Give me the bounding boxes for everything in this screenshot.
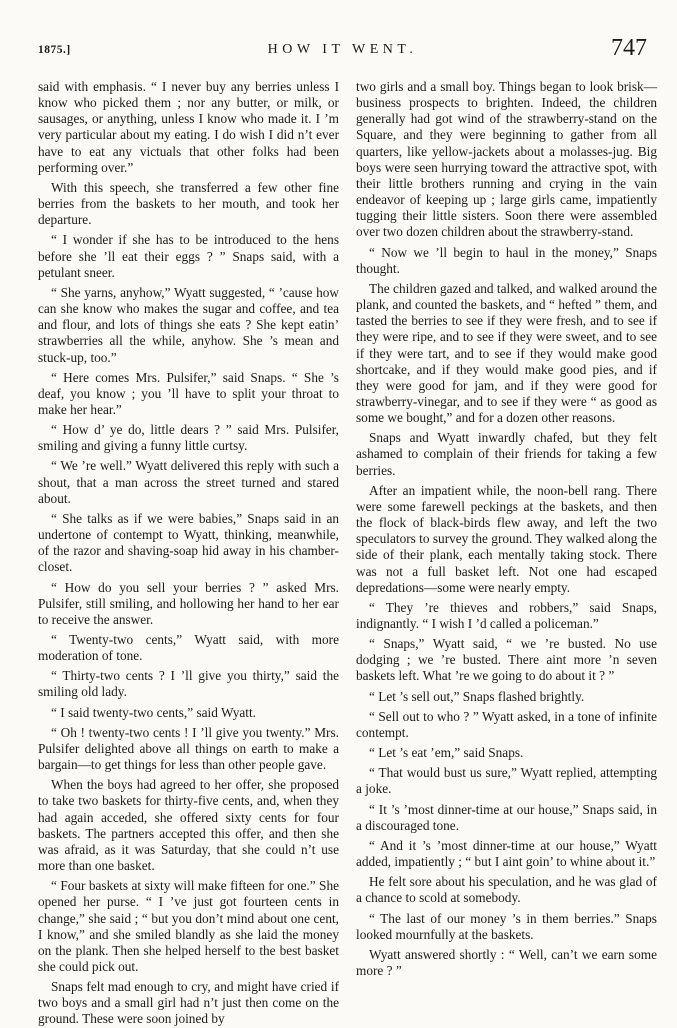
- paragraph: “ How d’ ye do, little dears ? ” said Mrs. Pulsifer, smiling and giving a funny little curtsy.: [38, 422, 339, 454]
- paragraph: “ They ’re thieves and robbers,” said Snaps, indignantly. “ I wish I ’d called a policeman.”: [356, 599, 657, 631]
- paragraph: “ Thirty-two cents ? I ’ll give you thirty,” said the smiling old lady.: [38, 668, 339, 700]
- running-head: [38, 34, 647, 70]
- paragraph: Snaps and Wyatt inwardly chafed, but they felt ashamed to complain of their friends for taking a few berries.: [356, 430, 657, 478]
- paragraph: “ Oh ! twenty-two cents ! I ’ll give you twenty.” Mrs. Pulsifer delighted above all things on earth to make a bargain—to get things for less than other people gave.: [38, 724, 339, 773]
- paragraph: Wyatt answered shortly : “ Well, can’t we earn some more ? ”: [356, 946, 657, 978]
- paragraph: “ That would bust us sure,” Wyatt replied, attempting a joke.: [356, 765, 657, 797]
- paragraph: The children gazed and talked, and walked around the plank, and counted the baskets, and “ hefted ” them, and tasted the berries to see if they were fresh, and to see if they were ripe, and to see if they were sweet, and to see if they were tart, and to see if they would make good shortcake, and if they would make good pies, and if they were good for jam, and if they were good for strawberry-vinegar, and to see if they were “ as good as some we bought,” and for a dozen other reasons.: [356, 280, 657, 426]
- paragraph: With this speech, she transferred a few other fine berries from the baskets to her mouth, and took her departure.: [38, 179, 339, 228]
- paragraph: “ The last of our money ’s in them berries.” Snaps looked mournfully at the baskets.: [356, 910, 657, 942]
- paragraph: said with emphasis. “ I never buy any berries unless I know who picked them ; nor any butter, or milk, or sausages, or anything, unless I know who made it. I ’m very particular about my eating. I do wish I did n’t ever have to eat any victuals that other folks had been performing over.”: [38, 79, 339, 175]
- paragraph: “ She yarns, anyhow,” Wyatt suggested, “ ’cause how can she know who makes the sugar and coffee, and tea and flour, and lots of things she eats ? She kept eatin’ strawberries all the while, anyhow. She ’s mean and stuck-up, too.”: [38, 284, 339, 365]
- paragraph: “ I wonder if she has to be introduced to the hens before she ’ll eat their eggs ? ” Snaps said, with a petulant sneer.: [38, 232, 339, 280]
- paragraph: “ How do you sell your berries ? ” asked Mrs. Pulsifer, still smiling, and hollowing her hand to her ear to receive the answer.: [38, 579, 339, 627]
- paragraph: “ She talks as if we were babies,” Snaps said in an undertone of contempt to Wyatt, thinking, meanwhile, of the razor and shaving-soap hid away in his chamber-closet.: [38, 510, 339, 575]
- paragraph: “ I said twenty-two cents,” said Wyatt.: [51, 704, 256, 720]
- paragraph: “ Let ’s eat ’em,” said Snaps.: [369, 745, 524, 761]
- paragraph: “ We ’re well.” Wyatt delivered this reply with such a shout, that a man across the street turned and stared about.: [38, 458, 339, 506]
- page-number: 747: [611, 35, 647, 61]
- paragraph: When the boys had agreed to her offer, she proposed to take two baskets for thirty-five cents, and, when they had again acceded, she offered sixty cents for four baskets. The partners accepted this offer, and then she was afraid, as it was Saturday, that she could n’t use more than one basket.: [38, 777, 339, 874]
- paragraph: “ It ’s ’most dinner-time at our house,” Snaps said, in a discouraged tone.: [356, 801, 657, 833]
- running-title: HOW IT WENT.: [267, 42, 418, 57]
- paragraph: “ Here comes Mrs. Pulsifer,” said Snaps. “ She ’s deaf, you know ; you ’ll have to split your throat to make her hear.”: [38, 369, 339, 417]
- paragraph: two girls and a small boy. Things began to look brisk—business prospects to brighten. Indeed, the children generally had got wind of the strawberry-stand on the Square, and they were beginning to gather from all quarters, like yellow-jackets about a molasses-jug. Big boys were seen hurrying toward the attractive spot, with their little brothers running and crying in the vain endeavor of keeping up ; large girls came, impatiently tugging their little sisters. Soon there were assembled over two dozen children about the strawberry-stand.: [356, 79, 657, 240]
- left-column: [38, 79, 339, 1028]
- paragraph: “ Four baskets at sixty will make fifteen for one.” She opened her purse. “ I ’ve just got fourteen cents in change,” she said ; “ but you don’t mind about one cent, I know,” and she smiled blandly as she laid the money on the plank. Then she helped herself to the best basket she could pick out.: [38, 878, 339, 974]
- volume-year: 1875.]: [38, 44, 71, 56]
- paragraph: “ Twenty-two cents,” Wyatt said, with more moderation of tone.: [38, 632, 339, 664]
- paragraph: “ Sell out to who ? ” Wyatt asked, in a tone of infinite contempt.: [356, 708, 657, 740]
- paragraph: After an impatient while, the noon-bell rang. There were some farewell peckings at the baskets, and then the flock of black-birds flew away, and left the two speculators to survey the ground. They walked along the side of their plank, each mentally taking stock. There was not a full basket left. Not one had escaped depredations—some were nearly empty.: [356, 482, 657, 595]
- paragraph: He felt sore about his speculation, and he was glad of a chance to scold at somebody.: [356, 874, 657, 906]
- paragraph: “ Now we ’ll begin to haul in the money,” Snaps thought.: [356, 244, 657, 276]
- paragraph: “ Snaps,” Wyatt said, “ we ’re busted. No use dodging ; we ’re busted. There aint more ’n seven baskets left. What ’re we going to do about it ? ”: [356, 636, 657, 684]
- right-column: [356, 79, 657, 979]
- paragraph: “ Let ’s sell out,” Snaps flashed brightly.: [369, 688, 585, 704]
- paragraph: “ And it ’s ’most dinner-time at our house,” Wyatt added, impatiently ; “ but I aint goin’ to whine about it.”: [356, 837, 657, 870]
- paragraph: Snaps felt mad enough to cry, and might have cried if two boys and a small girl had n’t just then come on the ground. These were soon joined by: [38, 979, 339, 1027]
